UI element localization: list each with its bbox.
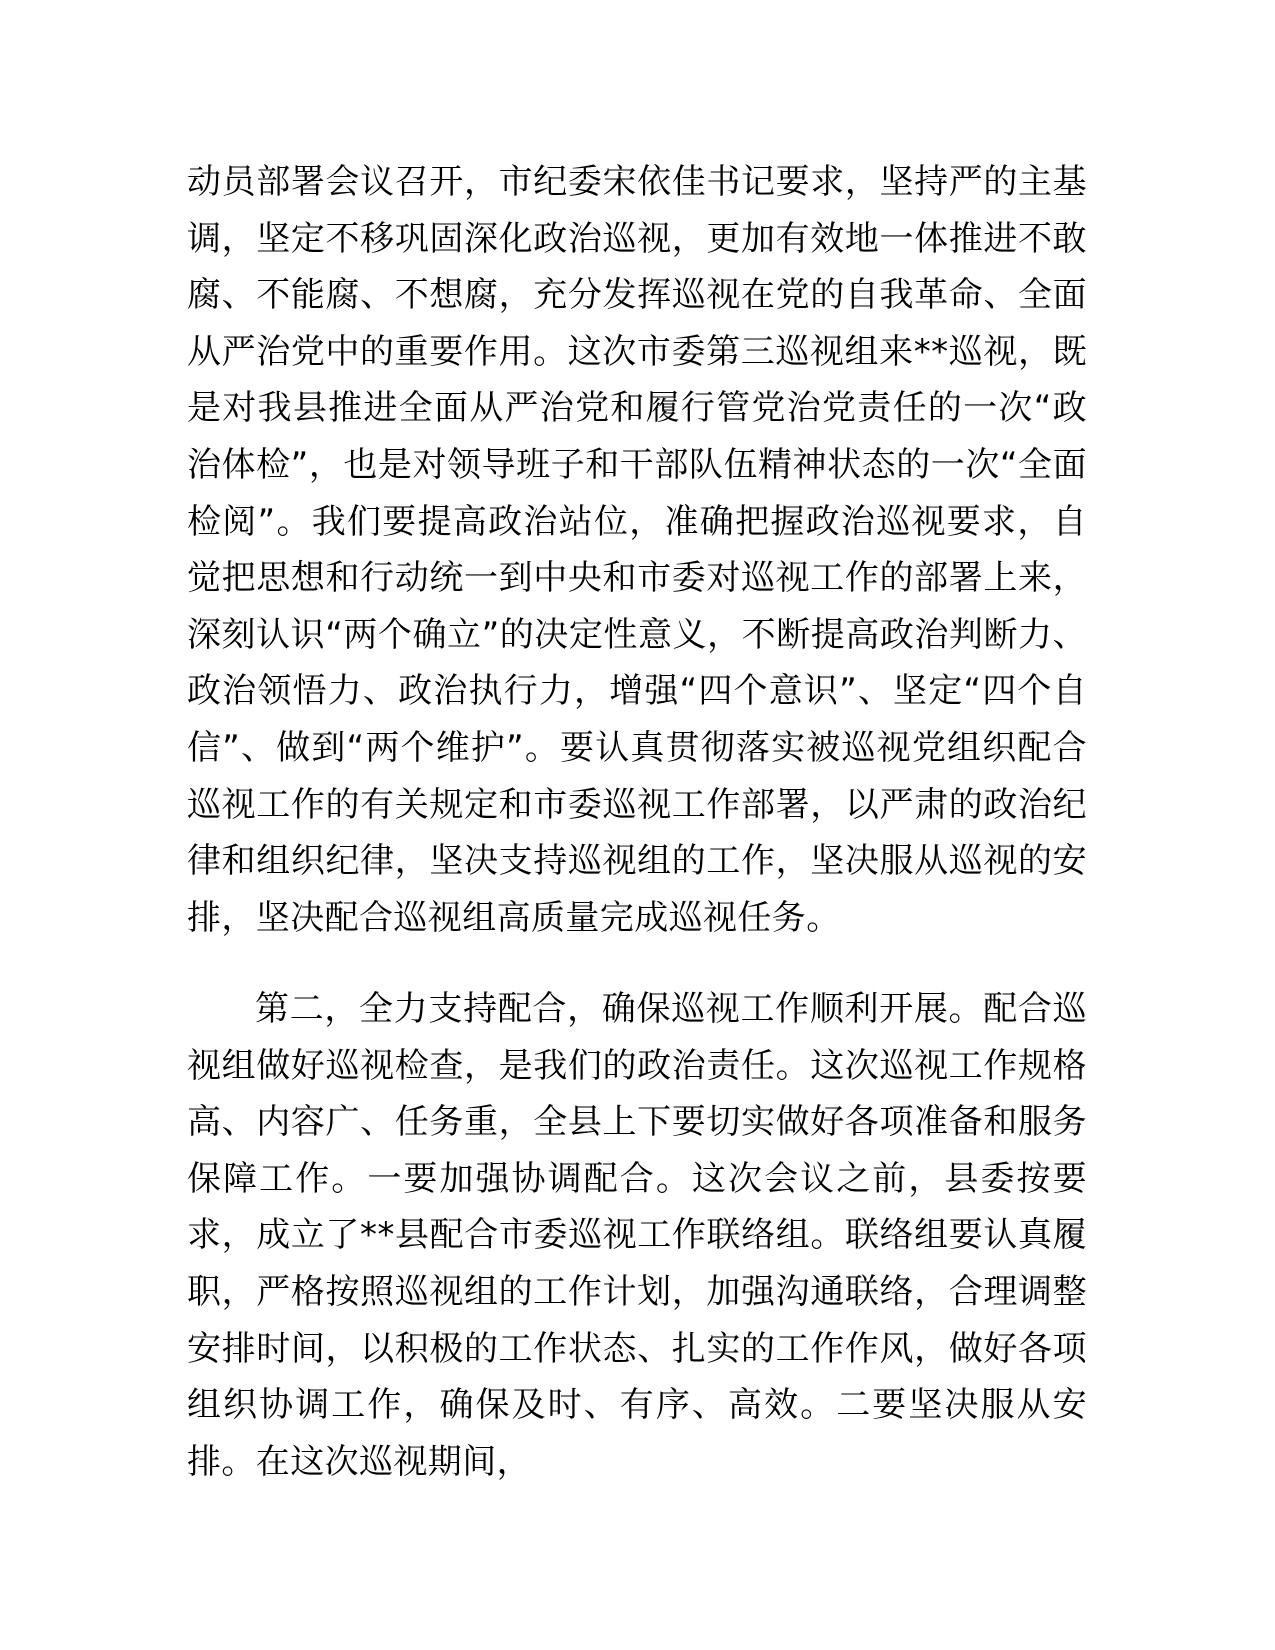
document-paragraph-2 (187, 981, 1087, 1490)
paragraph-text: 动员部署会议召开，市纪委宋依佳书记要求，坚持严的主基调，坚定不移巩固深化政治巡视，更加有效地一体推进不敢腐、不能腐、不想腐，充分发挥巡视在党的自我革命、全面从严治党中的重要作用。这次市委第三巡视组来**巡视，既是对我县推进全面从严治党和履行管党治党责任的一次“政治体检”，也是对领导班子和干部队伍精神状态的一次“全面检阅”。我们要提高政治站位，准确把握政治巡视要求，自觉把思想和行动统一到中央和市委对巡视工作的部署上来，深刻认识“两个确立”的决定性意义，不断提高政治判断力、政治领悟力、政治执行力，增强“四个意识”、坚定“四个自信”、做到“两个维护”。要认真贯彻落实被巡视党组织配合巡视工作的有关规定和市委巡视工作部署，以严肃的政治纪律和组织纪律，坚决支持巡视组的工作，坚决服从巡视的安排，坚决配合巡视组高质量完成巡视任务。 (187, 162, 1087, 938)
paragraph-text: 第二，全力支持配合，确保巡视工作顺利开展。配合巡视组做好巡视检查，是我们的政治责任。这次巡视工作规格高、内容广、任务重，全县上下要切实做好各项准备和服务保障工作。一要加强协调配合。这次会议之前，县委按要求，成立了**县配合市委巡视工作联络组。联络组要认真履职，严格按照巡视组的工作计划，加强沟通联络，合理调整安排时间，以积极的工作状态、扎实的工作作风，做好各项组织协调工作，确保及时、有序、高效。二要坚决服从安排。在这次巡视期间， (187, 989, 1087, 1482)
document-paragraph-1 (187, 154, 1087, 946)
